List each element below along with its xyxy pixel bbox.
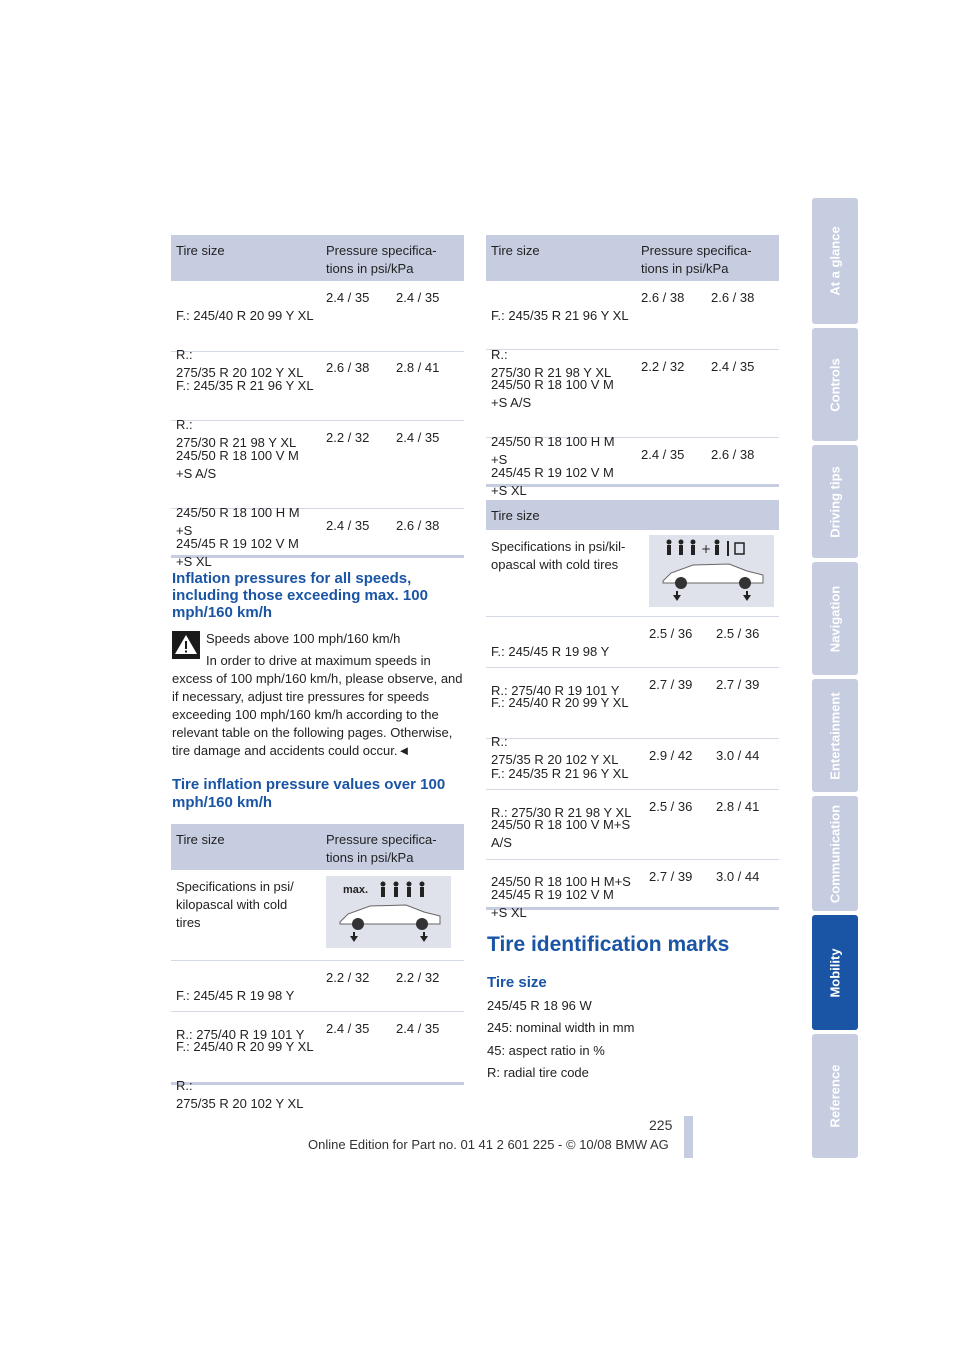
tire-size-rear: R.: 275/30 R 21 98 Y XL bbox=[176, 417, 297, 450]
pressure-value: 2.4 / 35 bbox=[396, 290, 440, 305]
pressure-value: 2.2 / 32 bbox=[641, 359, 685, 374]
tire-size: 245/45 R 19 102 V M +S XL bbox=[491, 887, 614, 920]
tire-size: 245/45 R 19 102 V M +S XL bbox=[491, 465, 614, 498]
tab-label: Navigation bbox=[827, 585, 843, 652]
tab-label: Communication bbox=[827, 804, 843, 903]
warning-title: Speeds above 100 mph/160 km/h bbox=[206, 631, 401, 646]
tire-size-front: F.: 245/45 R 19 98 Y bbox=[176, 988, 295, 1003]
page-number-bar bbox=[684, 1116, 693, 1158]
tire-size-line: 45: aspect ratio in % bbox=[487, 1043, 605, 1058]
tire-size-front: F.: 245/40 R 20 99 Y XL bbox=[491, 695, 629, 710]
header-pressure: Pressure specifica- tions in psi/kPa bbox=[326, 832, 437, 865]
pressure-value: 2.7 / 39 bbox=[716, 677, 760, 692]
tab-reference[interactable] bbox=[812, 1034, 858, 1158]
pressure-value: 2.8 / 41 bbox=[716, 799, 760, 814]
tire-size-rear: R.: 275/30 R 21 98 Y XL bbox=[491, 347, 612, 380]
page-number: 225 bbox=[649, 1117, 673, 1133]
header-tire-size: Tire size bbox=[176, 832, 225, 847]
left-pressure-table bbox=[171, 235, 464, 569]
tire-size-front: F.: 245/35 R 21 96 Y XL bbox=[491, 766, 629, 781]
warning-body: In order to drive at maximum speeds in excess of 100 mph/160 km/h, please observe, and if necessary, adjust tire pressures for speeds exceeding 100 mph/160 km/h according to the relevant table on the following pages. Otherwise, tire damage and accidents could occur.◄ bbox=[172, 653, 463, 758]
pressure-value: 3.0 / 44 bbox=[716, 869, 760, 884]
pressure-value: 2.4 / 35 bbox=[326, 1021, 370, 1036]
tire-size-front: F.: 245/40 R 20 99 Y XL bbox=[176, 308, 314, 323]
tab-label: At a glance bbox=[827, 226, 843, 296]
tire-size: 245/45 R 19 102 V M +S XL bbox=[176, 536, 299, 569]
tire-size-rear: R.: 275/35 R 20 102 Y XL bbox=[176, 347, 304, 380]
car-full-load-illustration bbox=[649, 535, 774, 607]
pressure-value: 2.2 / 32 bbox=[396, 970, 440, 985]
tab-label: Controls bbox=[827, 357, 843, 412]
tab-label: Entertainment bbox=[827, 691, 843, 780]
table-row bbox=[171, 1012, 464, 1111]
spec-label: Specifications in psi/kil- opascal with cold tires bbox=[491, 539, 626, 572]
pressure-value: 2.7 / 39 bbox=[649, 869, 693, 884]
tire-size-rear: R.: 275/35 R 20 102 Y XL bbox=[176, 1078, 304, 1111]
header-tire-size: Tire size bbox=[176, 243, 225, 258]
pressure-value: 2.6 / 38 bbox=[396, 518, 440, 533]
tire-size-subheading: Tire size bbox=[487, 974, 547, 991]
pressure-value: 2.8 / 41 bbox=[396, 360, 440, 375]
tab-label: Reference bbox=[827, 1064, 843, 1128]
table-row bbox=[171, 870, 464, 961]
over100-heading: Tire inflation pressure values over 100 mph/160 km/h bbox=[172, 776, 446, 811]
pressure-value: 2.6 / 38 bbox=[326, 360, 370, 375]
pressure-value: 2.6 / 38 bbox=[641, 290, 685, 305]
pressure-value: 2.9 / 42 bbox=[649, 748, 693, 763]
header-pressure: Pressure specifica- tions in psi/kPa bbox=[641, 243, 752, 276]
tire-size-rear: 245/50 R 18 100 H M +S bbox=[176, 505, 300, 538]
tire-size-line: 245/45 R 18 96 W bbox=[487, 998, 592, 1013]
pressure-value: 3.0 / 44 bbox=[716, 748, 760, 763]
pressure-value: 2.5 / 36 bbox=[649, 799, 693, 814]
pressure-value: 2.6 / 38 bbox=[711, 290, 755, 305]
tab-entertainment[interactable] bbox=[812, 679, 858, 792]
tire-size-front: F.: 245/45 R 19 98 Y bbox=[491, 644, 610, 659]
tire-size-front: F.: 245/35 R 21 96 Y XL bbox=[491, 308, 629, 323]
tire-size-front: 245/50 R 18 100 V M+S A/S bbox=[491, 817, 631, 850]
inflation-heading: Inflation pressures for all speeds, including those exceeding max. 100 mph/160 km/h bbox=[172, 570, 428, 621]
header-pressure: Pressure specifica- tions in psi/kPa bbox=[326, 243, 437, 276]
tab-label: Mobility bbox=[827, 947, 843, 998]
tire-size-line: R: radial tire code bbox=[487, 1065, 589, 1080]
pressure-value: 2.5 / 36 bbox=[716, 626, 760, 641]
tire-size-rear: R.: 275/40 R 19 101 Y bbox=[176, 1027, 305, 1042]
tire-size-front: 245/50 R 18 100 V M +S A/S bbox=[176, 448, 299, 481]
spec-label: Specifications in psi/ kilopascal with cold tires bbox=[176, 879, 294, 930]
right-pressure-table bbox=[486, 235, 779, 498]
tab-label: Driving tips bbox=[827, 465, 843, 538]
tire-size-line: 245: nominal width in mm bbox=[487, 1020, 635, 1035]
left-high-speed-table bbox=[171, 824, 464, 1111]
tab-communication[interactable] bbox=[812, 796, 858, 911]
table-header bbox=[171, 235, 464, 281]
pressure-value: 2.4 / 35 bbox=[326, 518, 370, 533]
pressure-value: 2.4 / 35 bbox=[641, 447, 685, 462]
tab-controls[interactable] bbox=[812, 328, 858, 441]
pressure-value: 2.4 / 35 bbox=[711, 359, 755, 374]
svg-text:+: + bbox=[701, 542, 712, 556]
tire-marks-heading: Tire identification marks bbox=[487, 933, 730, 956]
table-row bbox=[486, 438, 779, 498]
right-high-speed-table bbox=[486, 500, 779, 920]
footer-text: Online Edition for Part no. 01 41 2 601 225 - © 10/08 BMW AG bbox=[308, 1137, 669, 1152]
header-tire-size: Tire size bbox=[491, 243, 540, 258]
pressure-value: 2.2 / 32 bbox=[326, 970, 370, 985]
tab-driving-tips[interactable] bbox=[812, 445, 858, 558]
pressure-value: 2.2 / 32 bbox=[326, 430, 370, 445]
pressure-value: 2.5 / 36 bbox=[649, 626, 693, 641]
tire-size-rear: 245/50 R 18 100 H M+S bbox=[491, 874, 631, 889]
tire-size-rear: R.: 275/40 R 19 101 Y bbox=[491, 683, 620, 698]
table-row bbox=[171, 509, 464, 569]
pressure-value: 2.7 / 39 bbox=[649, 677, 693, 692]
pressure-value: 2.4 / 35 bbox=[396, 430, 440, 445]
max-label: max. bbox=[343, 884, 369, 896]
pressure-value: 2.4 / 35 bbox=[396, 1021, 440, 1036]
table-row bbox=[486, 530, 779, 617]
table-header bbox=[486, 500, 779, 530]
table-header bbox=[486, 235, 779, 281]
header-tire-size: Tire size bbox=[491, 508, 540, 523]
tire-size-front: F.: 245/35 R 21 96 Y XL bbox=[176, 378, 314, 393]
tire-size-front: F.: 245/40 R 20 99 Y XL bbox=[176, 1039, 314, 1054]
tire-size-rear: R.: 275/30 R 21 98 Y XL bbox=[491, 805, 632, 820]
tab-at-a-glance[interactable] bbox=[812, 198, 858, 324]
pressure-value: 2.4 / 35 bbox=[326, 290, 370, 305]
pressure-value: 2.6 / 38 bbox=[711, 447, 755, 462]
tire-size-front: 245/50 R 18 100 V M +S A/S bbox=[491, 377, 614, 410]
tab-mobility[interactable] bbox=[812, 915, 858, 1030]
tab-navigation[interactable] bbox=[812, 562, 858, 675]
table-header bbox=[171, 824, 464, 870]
table-row bbox=[486, 860, 779, 920]
tire-size-rear: 245/50 R 18 100 H M +S bbox=[491, 434, 615, 467]
car-load-illustration bbox=[326, 876, 451, 948]
tire-size-rear: R.: 275/35 R 20 102 Y XL bbox=[491, 734, 619, 767]
